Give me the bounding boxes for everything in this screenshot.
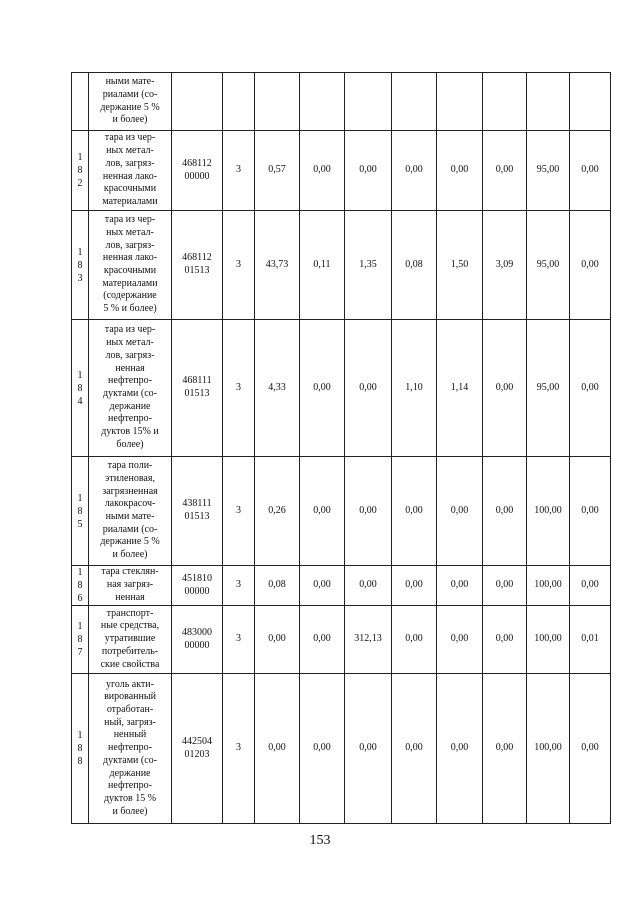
row-number-cell [72,211,89,320]
row-number-cell [72,674,89,824]
page-number: 153 [309,833,331,848]
waste-name-line: ненная лако- [102,170,158,182]
hazard-class-cell: 3 [223,566,255,606]
row-number-digit: 6 [77,593,83,604]
value-cell: 0,00 [483,606,527,674]
fkko-code-line: 01203 [184,748,210,760]
value-cell: 1,50 [437,211,483,320]
row-number-digit: 8 [77,580,83,591]
value-cell: 0,00 [392,457,437,566]
value-cell: 0,00 [392,674,437,824]
waste-name-line: ненная лако- [102,252,158,264]
row-number-digit: 8 [77,382,83,394]
waste-name-line: лакокрасоч- [104,498,156,510]
value-cell: 0,00 [570,566,611,606]
waste-name-line: держание [109,767,151,779]
table-row [72,606,611,674]
value-cell: 0,00 [570,674,611,824]
waste-name-line: риалами (со- [102,88,158,100]
waste-name-line: ные средства, [100,620,160,632]
waste-name-line: уголь акти- [106,678,154,690]
fkko-code-line: 451810 [182,572,212,584]
value-cell: 43,73 [255,211,300,320]
fkko-code-cell [172,674,223,824]
value-cell: 95,00 [527,131,570,211]
value-cell: 1,35 [345,211,392,320]
fkko-code-cell [172,131,223,211]
value-cell [300,73,345,131]
row-number-digit: 7 [77,647,83,658]
table-row [72,211,611,320]
value-cell: 0,26 [255,457,300,566]
waste-name-line: риалами (со- [102,523,158,535]
value-cell [527,73,570,131]
fkko-code-line: 483000 [182,626,212,638]
row-number-cell [72,131,89,211]
waste-name-line: транспорт- [106,607,154,619]
fkko-code-line: 468112 [182,252,212,264]
fkko-code-line: 00000 [184,170,210,182]
value-cell [345,73,392,131]
waste-name-line: ненная [115,591,145,603]
waste-name-cell [89,131,172,211]
waste-name-line: и более) [112,805,148,817]
fkko-code-cell [172,73,223,131]
row-number-digit: 8 [77,634,83,645]
waste-name-line: ненный [113,729,147,741]
fkko-code-line: 00000 [184,639,210,651]
waste-name-line: нефтепро- [108,413,152,425]
waste-name-line: 5 % и более) [103,303,157,315]
fkko-code-line: 01513 [184,511,210,522]
row-number-digit: 1 [77,567,83,578]
value-cell: 0,00 [300,606,345,674]
value-cell: 0,00 [345,457,392,566]
value-cell [437,73,483,131]
value-cell: 0,08 [255,566,300,606]
value-cell [570,73,611,131]
value-cell: 0,00 [483,320,527,457]
value-cell: 1,10 [392,320,437,457]
value-cell: 0,57 [255,131,300,211]
value-cell: 0,00 [345,320,392,457]
waste-name-line: и более) [112,549,148,561]
value-cell: 0,00 [483,457,527,566]
value-cell: 0,00 [437,131,483,211]
hazard-class-cell: 3 [223,457,255,566]
waste-name-line: ными мате- [105,511,155,522]
table-row [72,73,611,131]
value-cell: 100,00 [527,457,570,566]
row-number-digit: 8 [77,259,83,271]
waste-name-cell [89,566,172,606]
value-cell: 312,13 [345,606,392,674]
waste-name-line: ных метал- [106,145,154,157]
waste-name-line: тара поли- [107,460,153,472]
waste-name-line: загрязненная [102,485,158,497]
table-row [72,320,611,457]
row-number-cell [72,73,89,131]
row-number-digit: 5 [77,518,83,530]
row-number-digit: 1 [77,369,83,381]
value-cell: 0,00 [392,606,437,674]
waste-name-line: ных метал- [106,226,154,238]
row-number-cell [72,457,89,566]
fkko-code-line: 442504 [182,735,212,747]
waste-name-line: ный, загряз- [104,716,156,728]
row-number-digit: 2 [77,178,83,189]
row-number-digit: 8 [77,505,83,517]
row-number-cell [72,606,89,674]
waste-name-line: потребитель- [101,645,159,657]
value-cell: 95,00 [527,320,570,457]
value-cell: 0,11 [300,211,345,320]
waste-name-cell [89,457,172,566]
fkko-code-cell [172,320,223,457]
waste-table [71,72,611,824]
row-number-digit: 1 [77,730,83,741]
fkko-code-line: 00000 [184,585,210,597]
waste-name-line: вированный [104,691,156,703]
waste-name-line: лов, загряз- [105,157,155,169]
table-row [72,674,611,824]
row-number-digit: 3 [77,272,83,284]
value-cell: 0,01 [570,606,611,674]
value-cell: 0,00 [570,131,611,211]
value-cell: 0,00 [392,566,437,606]
waste-name-line: материалами [102,195,158,207]
hazard-class-cell: 3 [223,674,255,824]
hazard-class-cell: 3 [223,606,255,674]
waste-name-cell [89,73,172,131]
value-cell: 0,00 [392,131,437,211]
waste-name-line: тара из чер- [104,214,156,226]
value-cell: 0,00 [300,320,345,457]
row-number-digit: 1 [77,152,83,163]
value-cell: 0,00 [483,566,527,606]
value-cell: 1,14 [437,320,483,457]
value-cell: 0,00 [437,606,483,674]
waste-name-line: более) [116,438,144,450]
table-row [72,131,611,211]
row-number-cell [72,566,89,606]
fkko-code-line: 01513 [184,388,210,399]
waste-name-line: нефтепро- [108,375,152,387]
waste-name-line: красочными [103,265,157,276]
value-cell: 0,00 [255,606,300,674]
waste-name-line: ная загряз- [106,579,154,591]
waste-name-line: дуктами (со- [102,388,158,399]
hazard-class-cell [223,73,255,131]
value-cell: 0,00 [345,674,392,824]
hazard-class-cell: 3 [223,320,255,457]
value-cell: 0,00 [570,457,611,566]
table-row [72,566,611,606]
waste-name-cell [89,211,172,320]
waste-name-line: этиленовая, [105,472,155,484]
fkko-code-line: 468111 [182,375,212,387]
waste-name-cell [89,320,172,457]
fkko-code-line: 468112 [182,157,212,169]
waste-name-line: ных метал- [106,337,154,349]
waste-name-line: отработан- [106,704,154,716]
value-cell: 0,00 [300,674,345,824]
value-cell: 100,00 [527,674,570,824]
waste-name-cell [89,606,172,674]
hazard-class-cell: 3 [223,211,255,320]
value-cell: 100,00 [527,566,570,606]
value-cell: 0,00 [255,674,300,824]
row-number-digit: 4 [77,395,83,407]
value-cell: 0,00 [483,131,527,211]
waste-name-line: ские свойства [100,658,160,670]
waste-name-line: нефтепро- [108,780,152,792]
value-cell [483,73,527,131]
fkko-code-cell [172,211,223,320]
fkko-code-line: 438111 [182,498,212,510]
hazard-class-cell: 3 [223,131,255,211]
row-number-digit: 8 [77,756,83,767]
waste-name-line: нефтепро- [108,742,152,754]
waste-name-line: держание 5 % [100,536,160,548]
waste-name-cell [89,674,172,824]
waste-name-line: ными мате- [105,76,155,88]
value-cell: 0,00 [437,674,483,824]
table-row [72,457,611,566]
value-cell: 0,00 [345,566,392,606]
value-cell [255,73,300,131]
waste-name-line: ненная [115,362,145,374]
waste-name-line: тара из чер- [104,324,156,336]
value-cell: 3,09 [483,211,527,320]
waste-name-line: (содержание [103,290,157,302]
waste-name-line: лов, загряз- [105,239,155,251]
fkko-code-cell [172,566,223,606]
table-body [72,73,611,824]
waste-name-line: утратившие [104,633,156,645]
row-number-cell [72,320,89,457]
waste-name-line: красочными [103,183,157,195]
waste-name-line: и более) [112,114,148,126]
value-cell: 0,00 [437,566,483,606]
value-cell: 4,33 [255,320,300,457]
value-cell: 0,00 [570,320,611,457]
value-cell: 0,00 [570,211,611,320]
value-cell: 0,00 [300,131,345,211]
value-cell: 95,00 [527,211,570,320]
value-cell: 100,00 [527,606,570,674]
value-cell: 0,00 [345,131,392,211]
row-number-digit: 1 [77,492,83,504]
fkko-code-cell [172,457,223,566]
value-cell: 0,00 [483,674,527,824]
waste-name-line: дуктов 15 % [103,792,157,804]
row-number-digit: 1 [77,621,83,632]
waste-name-line: лов, загряз- [105,349,155,361]
waste-name-line: держание [109,400,151,412]
value-cell: 0,00 [437,457,483,566]
waste-name-line: тара стеклян- [101,566,159,578]
row-number-digit: 1 [77,246,83,258]
fkko-code-cell [172,606,223,674]
waste-name-line: дуктов 15% и [101,426,159,438]
value-cell: 0,00 [300,457,345,566]
value-cell [392,73,437,131]
waste-name-line: дуктами (со- [102,754,158,766]
row-number-digit: 8 [77,743,83,754]
waste-name-line: материалами [102,277,158,289]
fkko-code-line: 01513 [184,265,210,276]
waste-name-line: держание 5 % [100,101,160,113]
row-number-digit: 8 [77,165,83,176]
value-cell: 0,08 [392,211,437,320]
value-cell: 0,00 [300,566,345,606]
waste-name-line: тара из чер- [104,132,156,144]
